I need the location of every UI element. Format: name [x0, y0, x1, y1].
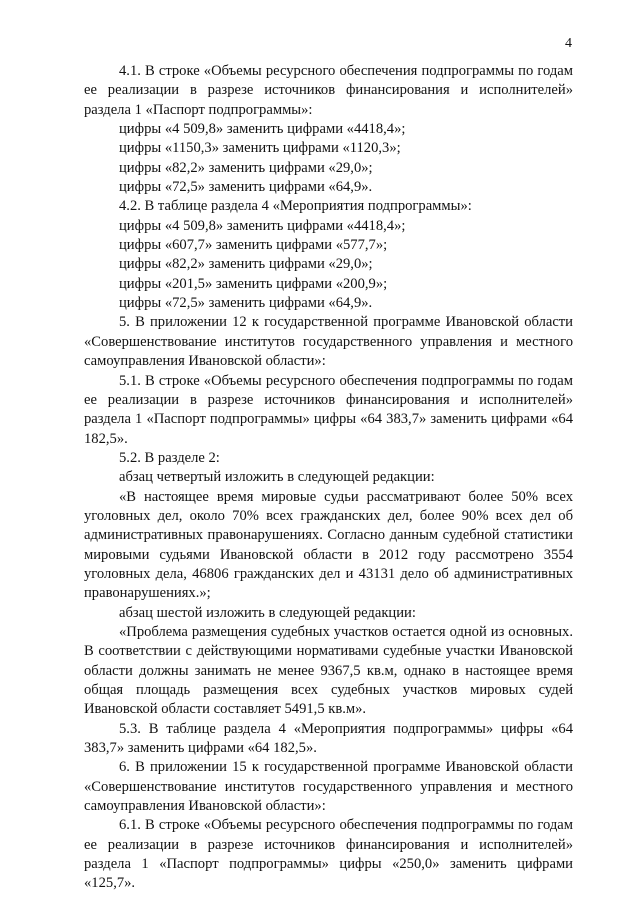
- paragraph: 4.2. В таблице раздела 4 «Мероприятия подпрограммы»:: [119, 198, 472, 215]
- paragraph: 4.1. В строке «Объемы ресурсного обеспечения подпрограммы по годам ее реализации в разрезе источников финансирования и исполнителей» раздела 1 «Паспорт подпрограммы»:: [84, 63, 573, 118]
- paragraph: 5.1. В строке «Объемы ресурсного обеспечения подпрограммы по годам ее реализации в разрезе источников финансирования и исполнителей» раздела 1 «Паспорт подпрограммы» цифры «64 383,7» заменить цифрами «64 182,5».: [84, 372, 573, 447]
- paragraph: цифры «201,5» заменить цифрами «200,9»;: [119, 275, 388, 292]
- paragraph: 6. В приложении 15 к государственной программе Ивановской области «Совершенствование институтов государственного управления и местного самоуправления Ивановской области»:: [84, 759, 573, 815]
- page-number: 4: [565, 36, 572, 51]
- paragraph: «В настоящее время мировые судьи рассматривают более 50% всех уголовных дел, около 70% всех гражданских дел, более 90% всех дел об административных правонарушениях. Согласно данным судебной статистики мировыми судьями Ивановской области в 2012 году рассмотрено 3554 уголовных дела, 46806 гражданских дел и 43131 дело об административных правонарушениях.»;: [84, 488, 573, 602]
- paragraph: абзац шестой изложить в следующей редакции:: [119, 604, 416, 621]
- paragraph: «Проблема размещения судебных участков остается одной из основных. В соответствии с действующими нормативами судебные участки Ивановской области должны занимать не менее 9367,5 кв.м, однако в настоящее время общая площадь размещения всех судебных участков мировых судей Ивановской области составляет 5491,5 кв.м».: [84, 623, 573, 718]
- paragraph: цифры «72,5» заменить цифрами «64,9».: [119, 295, 373, 312]
- paragraph: цифры «1150,3» заменить цифрами «1120,3»;: [119, 140, 401, 157]
- paragraph: 6.1. В строке «Объемы ресурсного обеспечения подпрограммы по годам ее реализации в разрезе источников финансирования и исполнителей» раздела 1 «Паспорт подпрограммы» цифры «250,0» заменить цифрами «125,7».: [84, 817, 573, 892]
- paragraph: 5. В приложении 12 к государственной программе Ивановской области «Совершенствование институтов государственного управления и местного самоуправления Ивановской области»:: [84, 314, 573, 370]
- paragraph: абзац четвертый изложить в следующей редакции:: [119, 469, 435, 486]
- paragraph: цифры «4 509,8» заменить цифрами «4418,4»;: [119, 121, 406, 138]
- paragraph: 5.2. В разделе 2:: [119, 449, 220, 466]
- paragraph: 5.3. В таблице раздела 4 «Мероприятия подпрограммы» цифры «64 383,7» заменить цифрами «64 182,5».: [84, 720, 573, 757]
- paragraph: цифры «607,7» заменить цифрами «577,7»;: [119, 237, 388, 254]
- paragraph: цифры «4 509,8» заменить цифрами «4418,4»;: [119, 217, 406, 234]
- paragraph: цифры «82,2» заменить цифрами «29,0»;: [119, 256, 373, 273]
- paragraph: цифры «82,2» заменить цифрами «29,0»;: [119, 159, 373, 176]
- paragraph: цифры «72,5» заменить цифрами «64,9».: [119, 179, 373, 196]
- document-body: [84, 62, 573, 894]
